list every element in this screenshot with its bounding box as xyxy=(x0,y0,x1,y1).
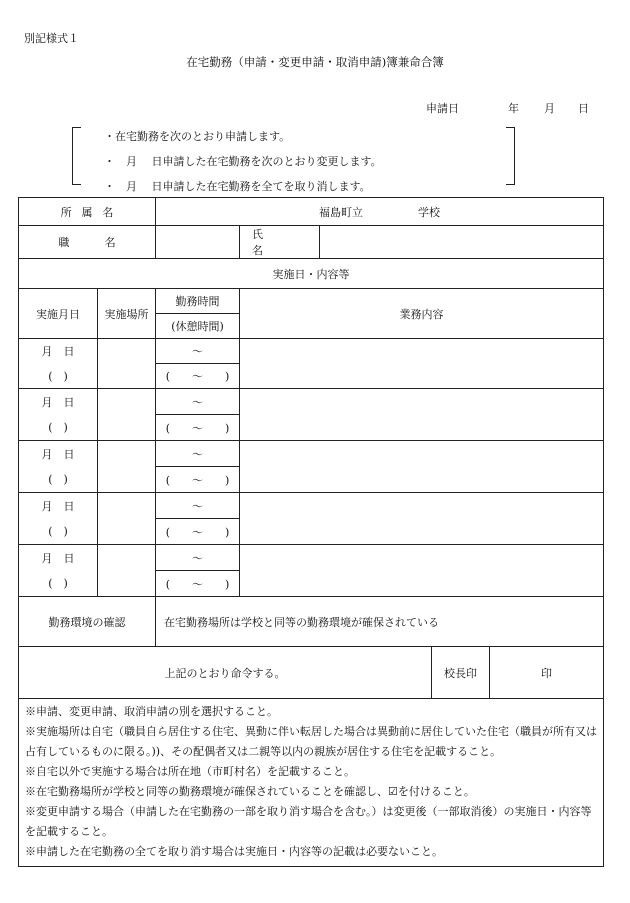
form-title: 在宅勤務（申請・変更申請・取消申請)簿兼命合簿 xyxy=(186,55,444,69)
col-date-header: 実施月日 xyxy=(19,289,98,339)
row-hours-field[interactable]: ～ xyxy=(156,441,240,467)
note-item: ※実施場所は自宅（職員自ら居住する住宅、異動に伴い転居した場合は異動前に居住していた住宅（職員が所有又は占有しているものに限る。))、その配偶者又は二親等以内の親族が居住する住宅を記載すること。 xyxy=(25,725,597,758)
affiliation-value-field[interactable]: 福島町立 学校 xyxy=(156,198,604,226)
row-hours-field[interactable]: ～ xyxy=(156,389,240,415)
application-date-label: 申請日 xyxy=(426,102,459,115)
row-content-field[interactable] xyxy=(240,545,604,597)
row-content-field[interactable] xyxy=(240,493,604,545)
note-item: ※申請、変更申請、取消申請の別を選択すること。 xyxy=(25,705,278,718)
row-date-month-day[interactable]: 月 日 xyxy=(19,339,98,364)
env-check-text: 在宅勤務場所は学校と同等の勤務環境が確保されている xyxy=(164,615,439,629)
option-bracket-right xyxy=(506,127,515,185)
position-field[interactable] xyxy=(156,226,240,259)
row-date-month-day[interactable]: 月 日 xyxy=(19,389,98,415)
affiliation-label: 所属名 xyxy=(19,198,156,226)
application-table xyxy=(18,197,604,867)
row-date-weekday[interactable]: ( ) xyxy=(19,415,98,441)
row-break-field[interactable]: ( ～ ) xyxy=(156,364,240,389)
notes-section xyxy=(19,699,604,867)
row-date-month-day[interactable]: 月 日 xyxy=(19,545,98,571)
section-header: 実施日・内容等 xyxy=(19,259,604,289)
row-place-field[interactable] xyxy=(98,545,156,597)
date-day-label: 日 xyxy=(578,102,589,115)
row-place-field[interactable] xyxy=(98,441,156,493)
option-change[interactable]: ・ 月 日申請した在宅勤務を次のとおり変更します。 xyxy=(104,155,382,168)
principal-seal-field[interactable]: 印 xyxy=(490,647,604,699)
env-check-cell xyxy=(156,597,604,647)
row-break-field[interactable]: ( ～ ) xyxy=(156,571,240,597)
order-text: 上記のとおり命令する。 xyxy=(19,647,432,699)
row-content-field[interactable] xyxy=(240,389,604,441)
row-date-weekday[interactable]: ( ) xyxy=(19,519,98,545)
row-date-month-day[interactable]: 月 日 xyxy=(19,493,98,519)
option-cancel[interactable]: ・ 月 日申請した在宅勤務を全てを取り消します。 xyxy=(104,180,371,193)
row-place-field[interactable] xyxy=(98,339,156,389)
principal-seal-label: 校長印 xyxy=(432,647,490,699)
note-item: ※在宅勤務場所が学校と同等の勤務環境が確保されていることを確認し、☑を付けること。 xyxy=(25,785,475,798)
row-break-field[interactable]: ( ～ ) xyxy=(156,415,240,441)
option-apply[interactable]: ・在宅勤務を次のとおり申請します。 xyxy=(104,130,291,143)
note-item: ※申請した在宅勤務の全てを取り消す場合は実施日・内容等の記載は必要ないこと。 xyxy=(25,845,443,858)
name-label: 氏名 xyxy=(240,226,320,259)
row-date-weekday[interactable]: ( ) xyxy=(19,364,98,389)
row-hours-field[interactable]: ～ xyxy=(156,339,240,364)
date-month-label: 月 xyxy=(544,102,555,115)
row-break-field[interactable]: ( ～ ) xyxy=(156,467,240,493)
name-field[interactable] xyxy=(320,226,604,259)
row-content-field[interactable] xyxy=(240,339,604,389)
row-date-weekday[interactable]: ( ) xyxy=(19,571,98,597)
row-date-month-day[interactable]: 月 日 xyxy=(19,441,98,467)
col-hours-header: 勤務時間 xyxy=(156,289,240,314)
form-id: 別記様式１ xyxy=(24,32,79,45)
row-content-field[interactable] xyxy=(240,441,604,493)
row-hours-field[interactable]: ～ xyxy=(156,545,240,571)
col-break-header: (休憩時間) xyxy=(156,314,240,339)
col-place-header: 実施場所 xyxy=(98,289,156,339)
col-content-header: 業務内容 xyxy=(240,289,604,339)
row-date-weekday[interactable]: ( ) xyxy=(19,467,98,493)
option-bracket-left xyxy=(72,127,81,185)
row-hours-field[interactable]: ～ xyxy=(156,493,240,519)
note-item: ※自宅以外で実施する場合は所在地（市町村名）を記載すること。 xyxy=(25,765,355,778)
row-place-field[interactable] xyxy=(98,493,156,545)
note-item: ※変更申請する場合（申請した在宅勤務の一部を取り消す場合を含む。）は変更後（一部取消後）の実施日・内容等を記載すること。 xyxy=(25,805,592,838)
env-check-label: 勤務環境の確認 xyxy=(19,597,156,647)
row-break-field[interactable]: ( ～ ) xyxy=(156,519,240,545)
row-place-field[interactable] xyxy=(98,389,156,441)
position-label: 職名 xyxy=(19,226,156,259)
date-year-label: 年 xyxy=(508,102,519,115)
